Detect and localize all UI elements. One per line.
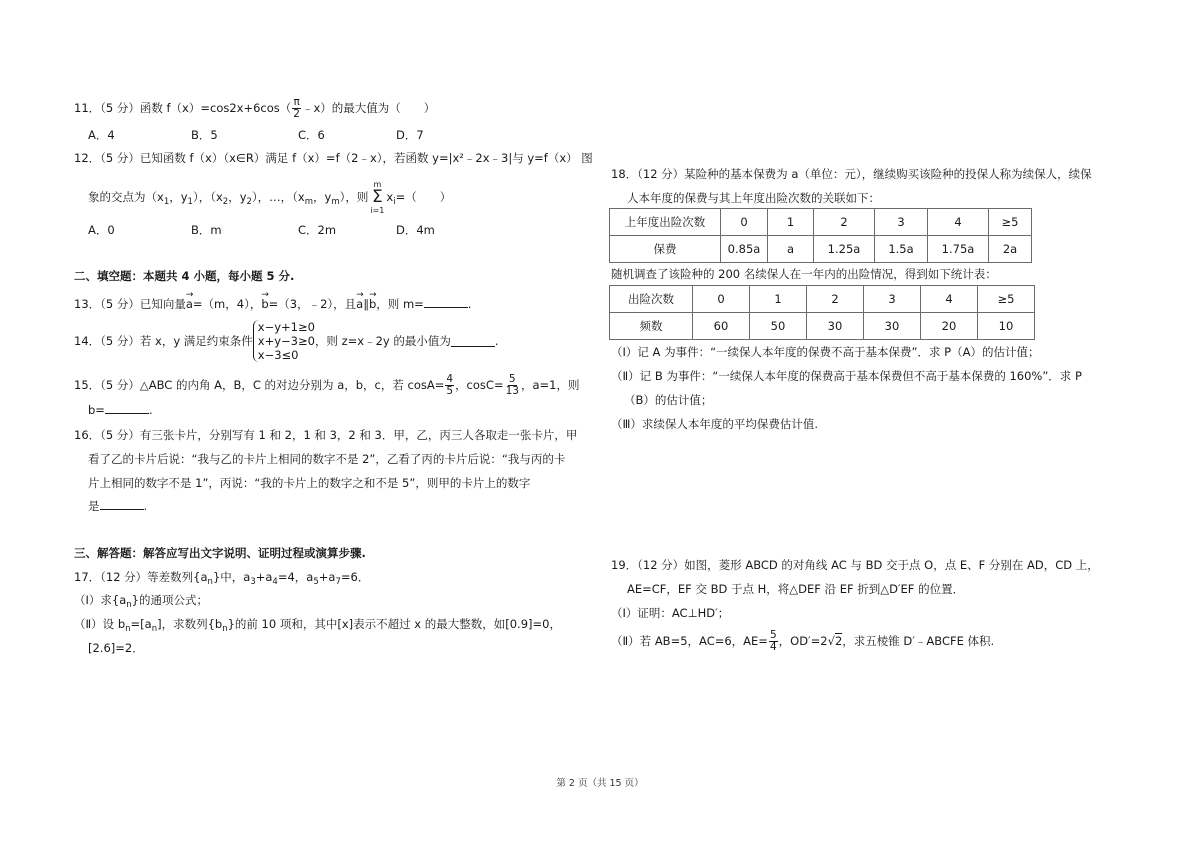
subscript: n bbox=[151, 624, 158, 634]
q19-part1: （Ⅰ）证明：AC⊥HD′； bbox=[611, 606, 730, 620]
table-row bbox=[610, 236, 1032, 263]
answer-blank bbox=[105, 402, 149, 414]
q12-text: ），（x bbox=[192, 190, 223, 204]
q13-stem bbox=[74, 296, 471, 312]
q19-text: ，OD′=2 bbox=[778, 634, 828, 648]
fraction-cosC bbox=[505, 374, 520, 397]
table-row bbox=[610, 286, 1035, 313]
q12-line2 bbox=[88, 180, 451, 215]
q17-text: 17．（12 分）等差数列{a bbox=[74, 570, 208, 584]
table-cell: 上年度出险次数 bbox=[610, 209, 721, 236]
constraint-1: x−y+1≥0 bbox=[257, 320, 315, 334]
q19-text: （Ⅱ）若 AB=5，AC=6，AE= bbox=[611, 634, 768, 648]
q18-line2: 人本年度的保费与其上年度出险次数的关联如下： bbox=[627, 191, 880, 205]
q17-text: +a bbox=[318, 570, 336, 584]
table-cell: 2a bbox=[989, 236, 1032, 263]
subscript: i bbox=[393, 197, 396, 207]
q18-part2-line2: （B）的估计值； bbox=[624, 393, 713, 407]
answer-blank bbox=[451, 335, 495, 347]
page-footer: 第 2 页（共 15 页） bbox=[556, 778, 644, 789]
subscript: m bbox=[304, 197, 314, 207]
sigma-icon: Σ bbox=[372, 187, 383, 207]
frac-numerator: 4 bbox=[446, 373, 454, 385]
q16-line3: 片上相同的数字不是 1”，丙说：“我的卡片上的数字之和不是 5”，则甲的卡片上的数字 bbox=[88, 476, 531, 490]
subscript: 2 bbox=[246, 197, 252, 207]
q17-text: }的通项公式； bbox=[131, 593, 208, 607]
sigma-sum bbox=[370, 180, 384, 215]
q18-part3: （Ⅲ）求续保人本年度的平均保费估计值. bbox=[611, 417, 819, 431]
q16-line4 bbox=[88, 498, 147, 514]
constraint-3: x−3≤0 bbox=[257, 348, 299, 362]
premium-table bbox=[609, 208, 1032, 263]
q12-text: ，y bbox=[169, 190, 188, 204]
q17-part2 bbox=[74, 616, 561, 637]
subscript: n bbox=[207, 577, 213, 587]
subscript: n bbox=[126, 600, 132, 610]
q16-line1: 16．（5 分）有三张卡片，分别写有 1 和 2，1 和 3，2 和 3．甲，乙，丙三人各取走一张卡片，甲 bbox=[74, 428, 578, 442]
sigma-lower: i=1 bbox=[370, 206, 385, 215]
q12-option-a: A．0 bbox=[88, 223, 115, 237]
q17-stem bbox=[74, 569, 369, 590]
q11-option-b: B．5 bbox=[191, 128, 218, 142]
subscript: n bbox=[125, 624, 131, 634]
frac-denominator: 13 bbox=[505, 385, 519, 397]
answer-blank bbox=[424, 296, 468, 308]
q11-text-b: ﹣x）的最大值为（ ） bbox=[301, 101, 436, 115]
table-cell: 频数 bbox=[610, 313, 693, 340]
q12-text: ），则 bbox=[339, 190, 369, 204]
q17-text: （Ⅱ）设 b bbox=[74, 617, 126, 631]
table-cell: 3 bbox=[875, 209, 928, 236]
subscript: n bbox=[222, 624, 228, 634]
table-cell: ≥5 bbox=[978, 286, 1035, 313]
q11-option-c: C．6 bbox=[298, 128, 325, 142]
table-cell: 3 bbox=[864, 286, 921, 313]
q19-line1: 19．（12 分）如图，菱形 ABCD 的对角线 AC 与 BD 交于点 O，点 E、F 分别在 AD，CD 上， bbox=[611, 558, 1099, 572]
subscript: 5 bbox=[313, 577, 319, 587]
table-cell: ≥5 bbox=[989, 209, 1032, 236]
q19-text: ，求五棱锥 D′﹣ABCFE 体积. bbox=[842, 634, 995, 648]
subscript: 4 bbox=[272, 577, 278, 587]
section-fill-in-title: 二、填空题：本题共 4 小题，每小题 5 分. bbox=[74, 269, 295, 283]
q12-text: x bbox=[386, 190, 394, 204]
table-cell: 2 bbox=[814, 209, 875, 236]
table-cell: 10 bbox=[978, 313, 1035, 340]
table-cell: 50 bbox=[750, 313, 807, 340]
table-cell: 4 bbox=[921, 286, 978, 313]
table-cell: 4 bbox=[928, 209, 989, 236]
q17-text: （Ⅰ）求{a bbox=[74, 593, 127, 607]
frac-denominator: 2 bbox=[293, 108, 300, 120]
table-cell: a bbox=[768, 236, 814, 263]
q13-text: =（m，4）， bbox=[192, 297, 262, 311]
table-cell: 1 bbox=[750, 286, 807, 313]
q11-option-a: A．4 bbox=[88, 128, 115, 142]
q15-line2 bbox=[88, 402, 153, 418]
vector-b: → b bbox=[369, 296, 376, 312]
vector-a: → a bbox=[186, 296, 193, 312]
q17-part2-line2: [2.6]=2． bbox=[88, 641, 144, 655]
subscript: 3 bbox=[250, 577, 256, 587]
q14-text: 14．（5 分）若 x，y 满足约束条件 bbox=[74, 334, 253, 348]
subscript: 1 bbox=[163, 197, 170, 207]
q17-text: +a bbox=[255, 570, 273, 584]
section-solve-title: 三、解答题：解答应写出文字说明、证明过程或演算步骤. bbox=[74, 546, 366, 560]
q14-stem bbox=[74, 320, 499, 362]
constraint-2: x+y−3≥0 bbox=[257, 334, 315, 348]
q17-text: ]，求数列{b bbox=[157, 617, 223, 631]
table-cell: 保费 bbox=[610, 236, 721, 263]
table-cell: 1.25a bbox=[814, 236, 875, 263]
q15-text: ，a=1，则 bbox=[520, 378, 580, 392]
frac-numerator: π bbox=[293, 96, 300, 108]
q18-part2: （Ⅱ）记 B 为事件：“一续保人本年度的保费高于基本保费但不高于基本保费的 160%”．求 P bbox=[611, 369, 1082, 383]
table-cell: 0.85a bbox=[721, 236, 768, 263]
q12-option-d: D．4m bbox=[396, 223, 435, 237]
q12-text: 象的交点为（x bbox=[88, 190, 164, 204]
vector-a: → a bbox=[356, 296, 363, 312]
q11-option-d: D．7 bbox=[396, 128, 424, 142]
frequency-table bbox=[609, 285, 1035, 340]
q15-text: 15．（5 分）△ABC 的内角 A，B，C 的对边分别为 a，b，c，若 cosA= bbox=[74, 378, 445, 392]
q11-text-a: 11．（5 分）函数 f（x）=cos2x+6cos（ bbox=[74, 101, 292, 115]
q14-text: . bbox=[494, 334, 499, 348]
q16-line2: 看了乙的卡片后说：“我与乙的卡片上相同的数字不是 2”，乙看了丙的卡片后说：“我与丙的卡 bbox=[88, 452, 566, 466]
table-cell: 出险次数 bbox=[610, 286, 693, 313]
subscript: 2 bbox=[222, 197, 229, 207]
q18-line3: 随机调查了该险种的 200 名续保人在一年内的出险情况，得到如下统计表： bbox=[611, 267, 997, 281]
fraction-cosA bbox=[445, 374, 454, 397]
q13-text: 13．（5 分）已知向量 bbox=[74, 297, 186, 311]
q16-text: . bbox=[143, 499, 148, 513]
q13-text: ，则 m= bbox=[376, 297, 424, 311]
q18-line1: 18．（12 分）某险种的基本保费为 a（单位：元），继续购买该险种的投保人称为续保人，续保 bbox=[611, 167, 1092, 181]
sigma-upper: m bbox=[373, 180, 382, 189]
q13-text: =（3，﹣2），且 bbox=[268, 297, 357, 311]
frac-denominator: 5 bbox=[446, 385, 454, 397]
table-cell: 1.75a bbox=[928, 236, 989, 263]
q17-text: =4，a bbox=[277, 570, 314, 584]
q12-option-c: C．2m bbox=[298, 223, 337, 237]
subscript: 1 bbox=[187, 197, 193, 207]
q13-text: . bbox=[467, 297, 472, 311]
q17-text: }中，a bbox=[212, 570, 251, 584]
q19-line2: AE=CF，EF 交 BD 于点 H，将△DEF 沿 EF 折到△D′EF 的位置． bbox=[627, 582, 965, 596]
q15-text: ，cosC= bbox=[455, 378, 504, 392]
sqrt-radicand: 2 bbox=[834, 634, 843, 648]
table-cell: 2 bbox=[807, 286, 864, 313]
q17-text: }的前 10 项和，其中[x]表示不超过 x 的最大整数，如[0.9]=0， bbox=[227, 617, 561, 631]
table-cell: 30 bbox=[807, 313, 864, 340]
q13-text: ∥ bbox=[363, 297, 369, 311]
frac-denominator: 4 bbox=[769, 641, 777, 653]
answer-blank bbox=[100, 498, 144, 510]
q18-part1: （Ⅰ）记 A 为事件：“一续保人本年度的保费不高于基本保费”．求 P（A）的估计值； bbox=[611, 345, 1040, 359]
q15-text: . bbox=[148, 403, 153, 417]
q17-text: =6． bbox=[340, 570, 370, 584]
frac-numerator: 5 bbox=[769, 629, 777, 641]
subscript: 7 bbox=[335, 577, 341, 587]
q17-text: =[a bbox=[130, 617, 152, 631]
q11-stem bbox=[74, 97, 435, 120]
table-row bbox=[610, 313, 1035, 340]
frac-numerator: 5 bbox=[508, 373, 516, 385]
q15-stem bbox=[74, 374, 579, 397]
q12-option-b: B．m bbox=[191, 223, 222, 237]
subscript: m bbox=[331, 197, 340, 207]
sqrt-icon: √ bbox=[827, 634, 835, 648]
q12-text: =（ ） bbox=[395, 190, 452, 204]
table-cell: 30 bbox=[864, 313, 921, 340]
table-cell: 1 bbox=[768, 209, 814, 236]
q17-part1 bbox=[74, 592, 208, 613]
q12-text: ，y bbox=[228, 190, 247, 204]
table-row bbox=[610, 209, 1032, 236]
table-cell: 60 bbox=[693, 313, 750, 340]
q12-text: ，y bbox=[313, 190, 332, 204]
vector-b: → b bbox=[261, 296, 268, 312]
q12-line1: 12．（5 分）已知函数 f（x）（x∈R）满足 f（x）=f（2﹣x），若函数 y=|x²﹣2x﹣3|与 y=f（x） 图 bbox=[74, 151, 593, 165]
table-cell: 0 bbox=[721, 209, 768, 236]
q12-text: ），…，（x bbox=[251, 190, 305, 204]
table-cell: 1.5a bbox=[875, 236, 928, 263]
q15-text: b= bbox=[88, 403, 105, 417]
q11-fraction bbox=[292, 97, 301, 120]
constraint-system bbox=[253, 320, 315, 362]
table-cell: 0 bbox=[693, 286, 750, 313]
table-cell: 20 bbox=[921, 313, 978, 340]
q16-text: 是 bbox=[88, 499, 100, 513]
q19-part2 bbox=[611, 630, 994, 653]
q14-text: ，则 z=x﹣2y 的最小值为 bbox=[314, 334, 451, 348]
fraction-AE bbox=[769, 630, 778, 653]
